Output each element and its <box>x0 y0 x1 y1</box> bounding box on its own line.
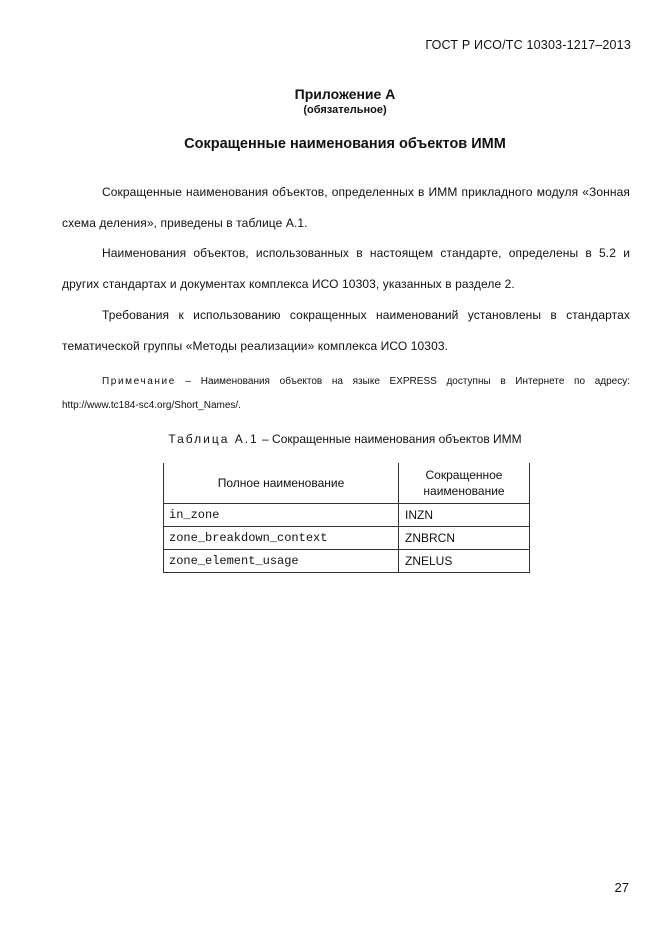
table-caption <box>0 432 661 446</box>
short-name-cell: ZNBRCN <box>399 527 530 550</box>
paragraph-3: Требования к использованию сокращенных наименований установлены в стандартах тематической группы «Методы реализации» комплекса ИСО 10303. <box>62 308 630 353</box>
table-caption-text: – Сокращенные наименования объектов ИММ <box>258 432 522 446</box>
note-dash: – <box>175 376 201 387</box>
standard-number-header: ГОСТ Р ИСО/ТС 10303-1217–2013 <box>425 38 631 52</box>
table-row <box>164 504 530 527</box>
full-name-cell: zone_element_usage <box>164 550 399 573</box>
table-row <box>164 550 530 573</box>
note-text: Наименования объектов на языке EXPRESS доступны в Интернете по адресу: http://www.tc184-sc4.org/Short_Names/. <box>62 376 630 411</box>
note-label: Примечание <box>102 376 176 387</box>
table-caption-label: Таблица А.1 <box>168 432 259 446</box>
header-full-name: Полное наименование <box>164 463 399 504</box>
full-name-cell: in_zone <box>164 504 399 527</box>
paragraph-2: Наименования объектов, использованных в настоящем стандарте, определены в 5.2 и других стандартах и документах комплекса ИСО 10303, указанных в разделе 2. <box>62 246 630 291</box>
header-short-name: Сокращенное наименование <box>399 463 530 504</box>
appendix-subtitle: (обязательное) <box>303 104 387 116</box>
abbreviations-table <box>163 463 530 573</box>
page-number: 27 <box>614 880 629 895</box>
paragraph-1: Сокращенные наименования объектов, определенных в ИММ прикладного модуля «Зонная схема деления», приведены в таблице А.1. <box>62 185 630 230</box>
short-name-cell: ZNELUS <box>399 550 530 573</box>
section-title: Сокращенные наименования объектов ИММ <box>184 136 506 152</box>
appendix-title: Приложение А <box>294 86 396 102</box>
table-row <box>164 527 530 550</box>
full-name-cell: zone_breakdown_context <box>164 527 399 550</box>
table-header-row <box>164 463 530 504</box>
note <box>62 370 630 418</box>
short-name-cell: INZN <box>399 504 530 527</box>
